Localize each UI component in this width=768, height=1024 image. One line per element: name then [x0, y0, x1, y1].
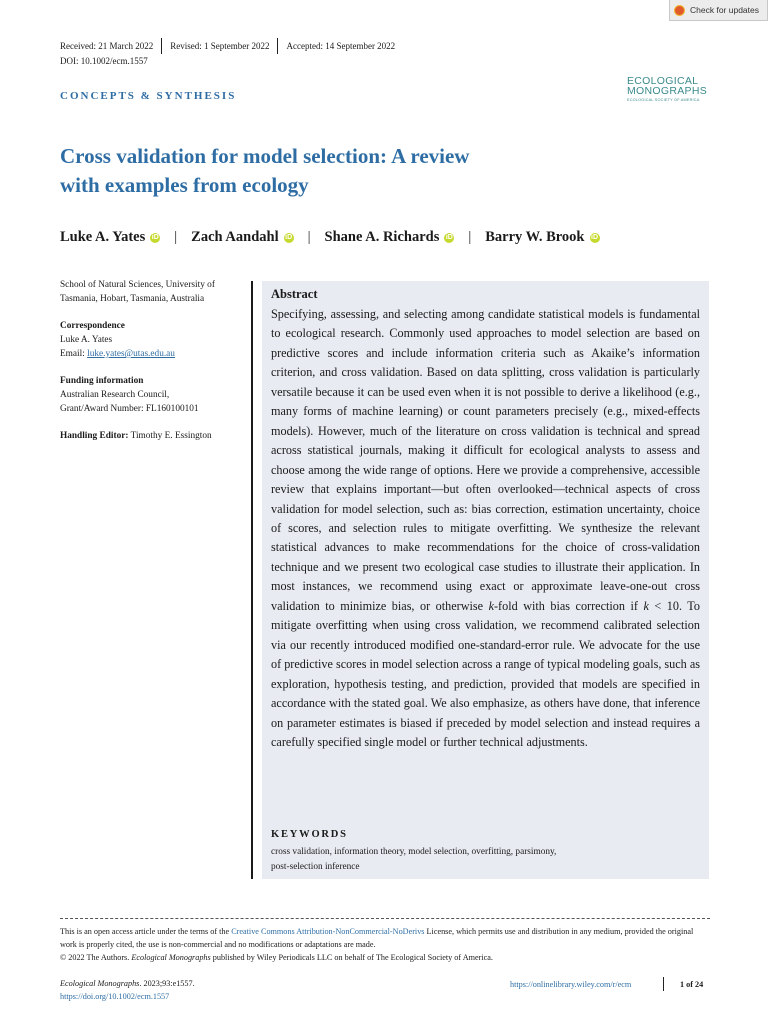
copyright-journal: Ecological Monographs: [131, 953, 211, 962]
abstract-k-variable: k: [488, 598, 494, 613]
date-divider: [161, 38, 162, 54]
keywords-list: [271, 845, 691, 875]
abstract-text-part: < 10. To mitigate overfitting when using cross validation, we recommend calibrated selection via our recently introduced modified one-standard-error rule. We advocate for the use of predictive scores in model selection across a range of typical modeling goals, such as exploration, hypothesis testing, and prediction, provided that models are specified in accordance with the stated goal. We also emphasize, as others have done, that inference on parameter estimates is biased if preceded by model selection and instead requires a carefully specified single model or further technical adjustments.: [271, 598, 700, 749]
journal-logo-line1: ECOLOGICAL: [627, 75, 699, 87]
article-dates: [60, 38, 395, 54]
editor-block: [60, 429, 242, 443]
author-separator: |: [174, 229, 178, 245]
license-link[interactable]: Creative Commons Attribution-NonCommercial-NoDerivs: [231, 927, 425, 936]
check-for-updates-button[interactable]: [669, 0, 768, 21]
email-link[interactable]: luke.yates@utas.edu.au: [87, 349, 175, 359]
editor-name: Timothy E. Essington: [128, 431, 212, 441]
affiliation: School of Natural Sciences, University of Tasmania, Hobart, Tasmania, Australia: [60, 280, 215, 304]
footer-journal-line: [60, 978, 195, 991]
article-doi: DOI: 10.1002/ecm.1557: [60, 56, 148, 66]
author-list: [60, 229, 600, 246]
journal-logo-line2: MONOGRAPHS: [627, 85, 708, 97]
abstract-k-variable: k: [643, 598, 649, 613]
orcid-icon[interactable]: iD: [591, 233, 598, 241]
correspondence-block: [60, 319, 242, 361]
date-divider: [277, 38, 278, 54]
footer-journal: Ecological Monographs: [60, 979, 140, 988]
journal-logo-line3: ECOLOGICAL SOCIETY OF AMERICA: [627, 98, 700, 102]
orcid-icon[interactable]: iD: [151, 233, 159, 241]
check-for-updates-label: Check for updates: [690, 5, 759, 15]
email-label: Email:: [60, 349, 88, 359]
keywords-line-1: cross validation, information theory, model selection, overfitting, parsimony,: [271, 847, 557, 857]
author-name[interactable]: Barry W. Brook: [485, 229, 585, 245]
received-date: Received: 21 March 2022: [60, 41, 154, 51]
title-line-1: Cross validation for model selection: A review: [60, 144, 470, 168]
license-text: This is an open access article under the terms of the: [60, 927, 232, 936]
abstract-heading: Abstract: [271, 287, 318, 301]
footer-citation: [60, 978, 195, 1003]
title-line-2: with examples from ecology: [60, 173, 309, 197]
orcid-icon[interactable]: iD: [285, 233, 293, 241]
abstract-text-part: Specifying, assessing, and selecting among candidate statistical models is fundamental to ecological research. Commonly used approaches to model selection are based on predictive scores and include information criteria such as Akaike’s information criterion, and cross validation. Based on data splitting, cross validation is particularly versatile because it can be used even when it is not possible to derive a likelihood (e.g., many forms of machine learning) or count parameters precisely (e.g., mixed-effects models). However, much of the literature on cross validation is technical and spread across statistical journals, making it difficult for ecological analysts to assess and choose among the wide range of options. Here we provide a comprehensive, accessible review that explains important—but often overlooked—technical aspects of cross validation for model selection, such as: bias correction, estimation uncertainty, choice of scores, and selection rules to mitigate overfitting. We synthesize the relevant statistical advances to make recommendations for the choice of cross-validation technique and we present two ecological case studies to illustrate their application. In most instances, we recommend using exact or approximate leave-one-out cross validation to minimize bias, or otherwise: [271, 307, 700, 613]
author-separator: |: [307, 229, 311, 245]
orcid-icon[interactable]: iD: [445, 233, 453, 241]
journal-logo: [627, 76, 713, 102]
section-label: CONCEPTS & SYNTHESIS: [60, 90, 237, 102]
footer-issue: . 2023;93:e1557.: [139, 979, 195, 988]
copyright-text: © 2022 The Authors.: [60, 953, 132, 962]
accepted-date: Accepted: 14 September 2022: [286, 41, 396, 51]
footer-divider-bar: [663, 977, 664, 991]
editor-heading: Handling Editor:: [60, 431, 129, 441]
abstract-body: [271, 305, 700, 752]
footer-divider: [60, 918, 710, 919]
funding-line-1: Australian Research Council,: [60, 390, 170, 400]
correspondence-heading: Correspondence: [60, 321, 125, 331]
keywords-heading: KEYWORDS: [271, 829, 348, 840]
correspondence-email-line: [60, 347, 242, 361]
correspondence-name: Luke A. Yates: [60, 335, 113, 345]
revised-date: Revised: 1 September 2022: [170, 41, 270, 51]
abstract-text-part: -fold with bias correction if: [494, 598, 644, 613]
footer-site-link[interactable]: https://onlinelibrary.wiley.com/r/ecm: [510, 980, 632, 989]
author-name[interactable]: Zach Aandahl: [191, 229, 279, 245]
author-separator: |: [468, 229, 472, 245]
footer-doi-link[interactable]: https://doi.org/10.1002/ecm.1557: [60, 991, 170, 1001]
page-number: 1 of 24: [680, 980, 704, 989]
license-notice: [60, 926, 710, 951]
update-badge-icon: [674, 5, 685, 16]
keywords-line-2: post-selection inference: [271, 862, 360, 872]
copyright-notice: [60, 952, 710, 965]
funding-block: [60, 374, 242, 416]
author-name[interactable]: Shane A. Richards: [324, 229, 440, 245]
funding-heading: Funding information: [60, 376, 144, 386]
copyright-text: published by Wiley Periodicals LLC on behalf of The Ecological Society of America.: [210, 953, 493, 962]
author-name[interactable]: Luke A. Yates: [60, 229, 146, 245]
article-title: [60, 142, 620, 200]
article-info-column: [60, 278, 242, 456]
column-divider: [251, 281, 253, 879]
license-text: License, which permits use and distribution in any medium, provided the original work is properly cited, the use is non-commercial and no modifications or adaptations are made.: [60, 927, 694, 949]
funding-line-2: Grant/Award Number: FL160100101: [60, 404, 199, 414]
